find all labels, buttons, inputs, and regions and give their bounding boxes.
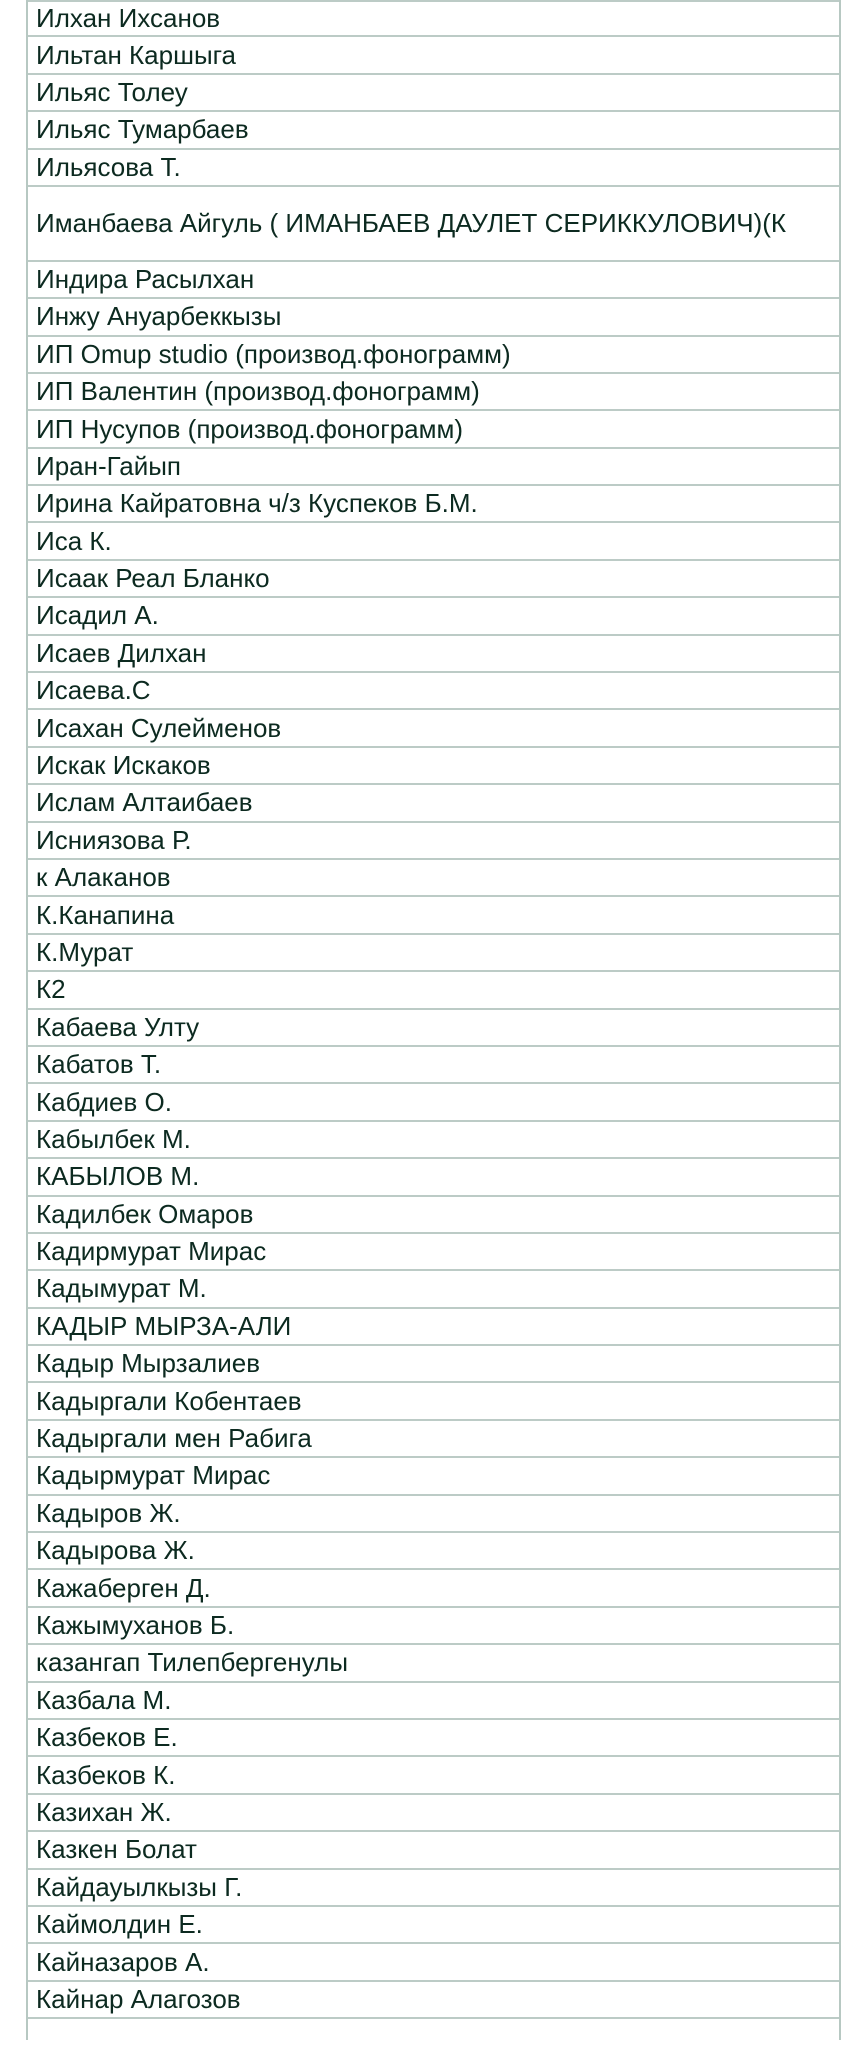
table-row: ИП Нусупов (производ.фонограмм): [28, 411, 839, 448]
table-row: К2: [28, 972, 839, 1009]
table-row: Исаев Дилхан: [28, 636, 839, 673]
name-list: [28, 0, 839, 2019]
table-row: Кабылбек М.: [28, 1122, 839, 1159]
name-list-table: [26, 0, 841, 2040]
table-row: Иманбаева Айгуль ( ИМАНБАЕВ ДАУЛЕТ СЕРИККУЛОВИЧ)(К: [28, 187, 839, 262]
table-row: Индира Расылхан: [28, 262, 839, 299]
table-row: Кажымуханов Б.: [28, 1608, 839, 1645]
table-row: к Алаканов: [28, 860, 839, 897]
table-row: Ильяс Толеу: [28, 75, 839, 112]
table-row: Кадыр Мырзалиев: [28, 1346, 839, 1383]
table-row: Кабдиев О.: [28, 1084, 839, 1121]
table-row: Каймолдин Е.: [28, 1907, 839, 1944]
table-row: Иса К.: [28, 523, 839, 560]
table-row: Исаак Реал Бланко: [28, 561, 839, 598]
table-row: Ильясова Т.: [28, 150, 839, 187]
table-row: Ислам Алтаибаев: [28, 785, 839, 822]
table-row: Исаева.С: [28, 673, 839, 710]
table-row: КАДЫР МЫРЗА-АЛИ: [28, 1309, 839, 1346]
table-row: Кадырова Ж.: [28, 1533, 839, 1570]
table-row: Кадирмурат Мирас: [28, 1234, 839, 1271]
table-row: Кадыров Ж.: [28, 1496, 839, 1533]
table-row: Кадымурат М.: [28, 1271, 839, 1308]
table-row: Кайназаров А.: [28, 1944, 839, 1981]
table-row: Искак Искаков: [28, 748, 839, 785]
table-row: Казбеков Е.: [28, 1720, 839, 1757]
table-row: Ильтан Каршыга: [28, 37, 839, 74]
table-row: К.Мурат: [28, 935, 839, 972]
table-row: Иран-Гайып: [28, 449, 839, 486]
table-row: казангап Тилепбергенулы: [28, 1645, 839, 1682]
table-row: К.Канапина: [28, 897, 839, 934]
table-row: Кадыргали Кобентаев: [28, 1383, 839, 1420]
table-row: Кадыргали мен Рабига: [28, 1421, 839, 1458]
table-row: КАБЫЛОВ М.: [28, 1159, 839, 1196]
table-row: Исниязова Р.: [28, 823, 839, 860]
table-row: Исахан Сулейменов: [28, 710, 839, 747]
table-row: Кабатов Т.: [28, 1047, 839, 1084]
table-row: Ильяс Тумарбаев: [28, 112, 839, 149]
table-row: Исадил А.: [28, 598, 839, 635]
table-row: Казбала М.: [28, 1683, 839, 1720]
table-row: ИП Валентин (производ.фонограмм): [28, 374, 839, 411]
table-row: ИП Omup studio (производ.фонограмм): [28, 337, 839, 374]
table-row: Кажаберген Д.: [28, 1570, 839, 1607]
table-row: Ирина Кайратовна ч/з Куспеков Б.М.: [28, 486, 839, 523]
table-row: Кадилбек Омаров: [28, 1197, 839, 1234]
table-row: Илхан Ихсанов: [28, 0, 839, 37]
table-row: Инжу Ануарбеккызы: [28, 299, 839, 336]
table-row: Казкен Болат: [28, 1832, 839, 1869]
table-row: Кадырмурат Мирас: [28, 1458, 839, 1495]
table-row: Кайнар Алагозов: [28, 1982, 839, 2019]
table-row: Кайдауылкызы Г.: [28, 1870, 839, 1907]
table-row: Кабаева Улту: [28, 1010, 839, 1047]
table-row: Казихан Ж.: [28, 1795, 839, 1832]
table-row: Казбеков К.: [28, 1757, 839, 1794]
